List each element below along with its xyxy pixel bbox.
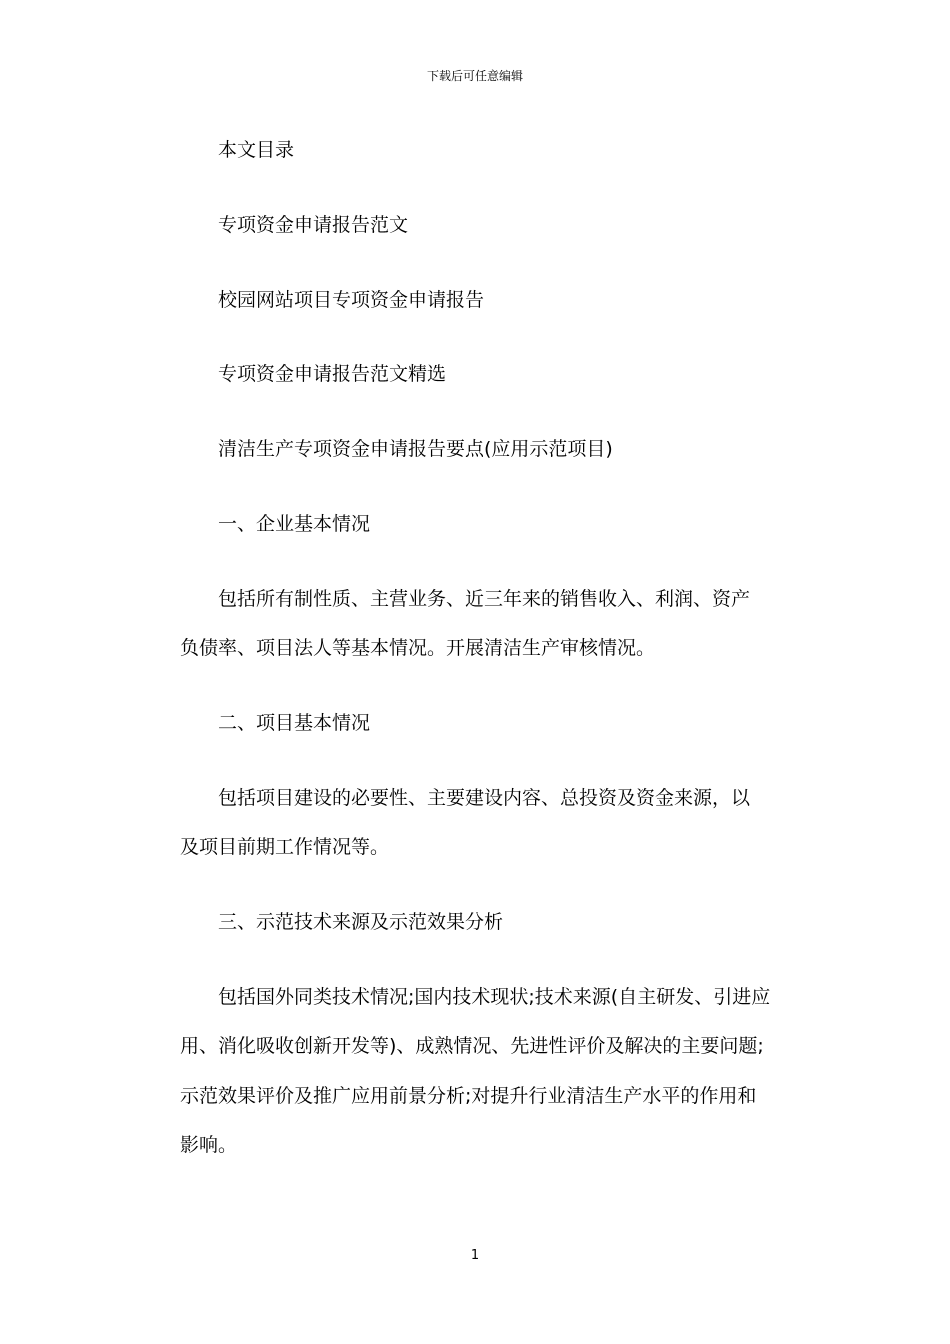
paragraph-line: 负债率、项目法人等基本情况。开展清洁生产审核情况。 [180, 637, 656, 659]
paragraph-line: 包括所有制性质、主营业务、近三年来的销售收入、利润、资产 [218, 588, 751, 610]
section-heading: 二、项目基本情况 [218, 712, 371, 734]
paragraph-line: 包括项目建设的必要性、主要建设内容、总投资及资金来源，以 [218, 787, 751, 809]
page-number: 1 [470, 1248, 480, 1263]
toc-title: 本文目录 [218, 139, 295, 161]
toc-item: 校园网站项目专项资金申请报告 [218, 289, 485, 311]
paragraph-line: 包括国外同类技术情况;国内技术现状;技术来源(自主研发、引进应 [218, 986, 771, 1008]
toc-item: 专项资金申请报告范文 [218, 214, 409, 236]
paragraph-line: 示范效果评价及推广应用前景分析;对提升行业清洁生产水平的作用和 [180, 1085, 757, 1107]
paragraph-line: 影响。 [180, 1134, 238, 1156]
toc-item: 清洁生产专项资金申请报告要点(应用示范项目) [218, 438, 613, 460]
page-header: 下载后可任意编辑 [426, 69, 523, 83]
toc-item: 专项资金申请报告范文精选 [218, 363, 447, 385]
paragraph-line: 用、消化吸收创新开发等)、成熟情况、先进性评价及解决的主要问题; [180, 1035, 764, 1057]
paragraph-line: 及项目前期工作情况等。 [180, 836, 390, 858]
section-heading: 一、企业基本情况 [218, 513, 371, 535]
section-heading: 三、示范技术来源及示范效果分析 [218, 911, 504, 933]
